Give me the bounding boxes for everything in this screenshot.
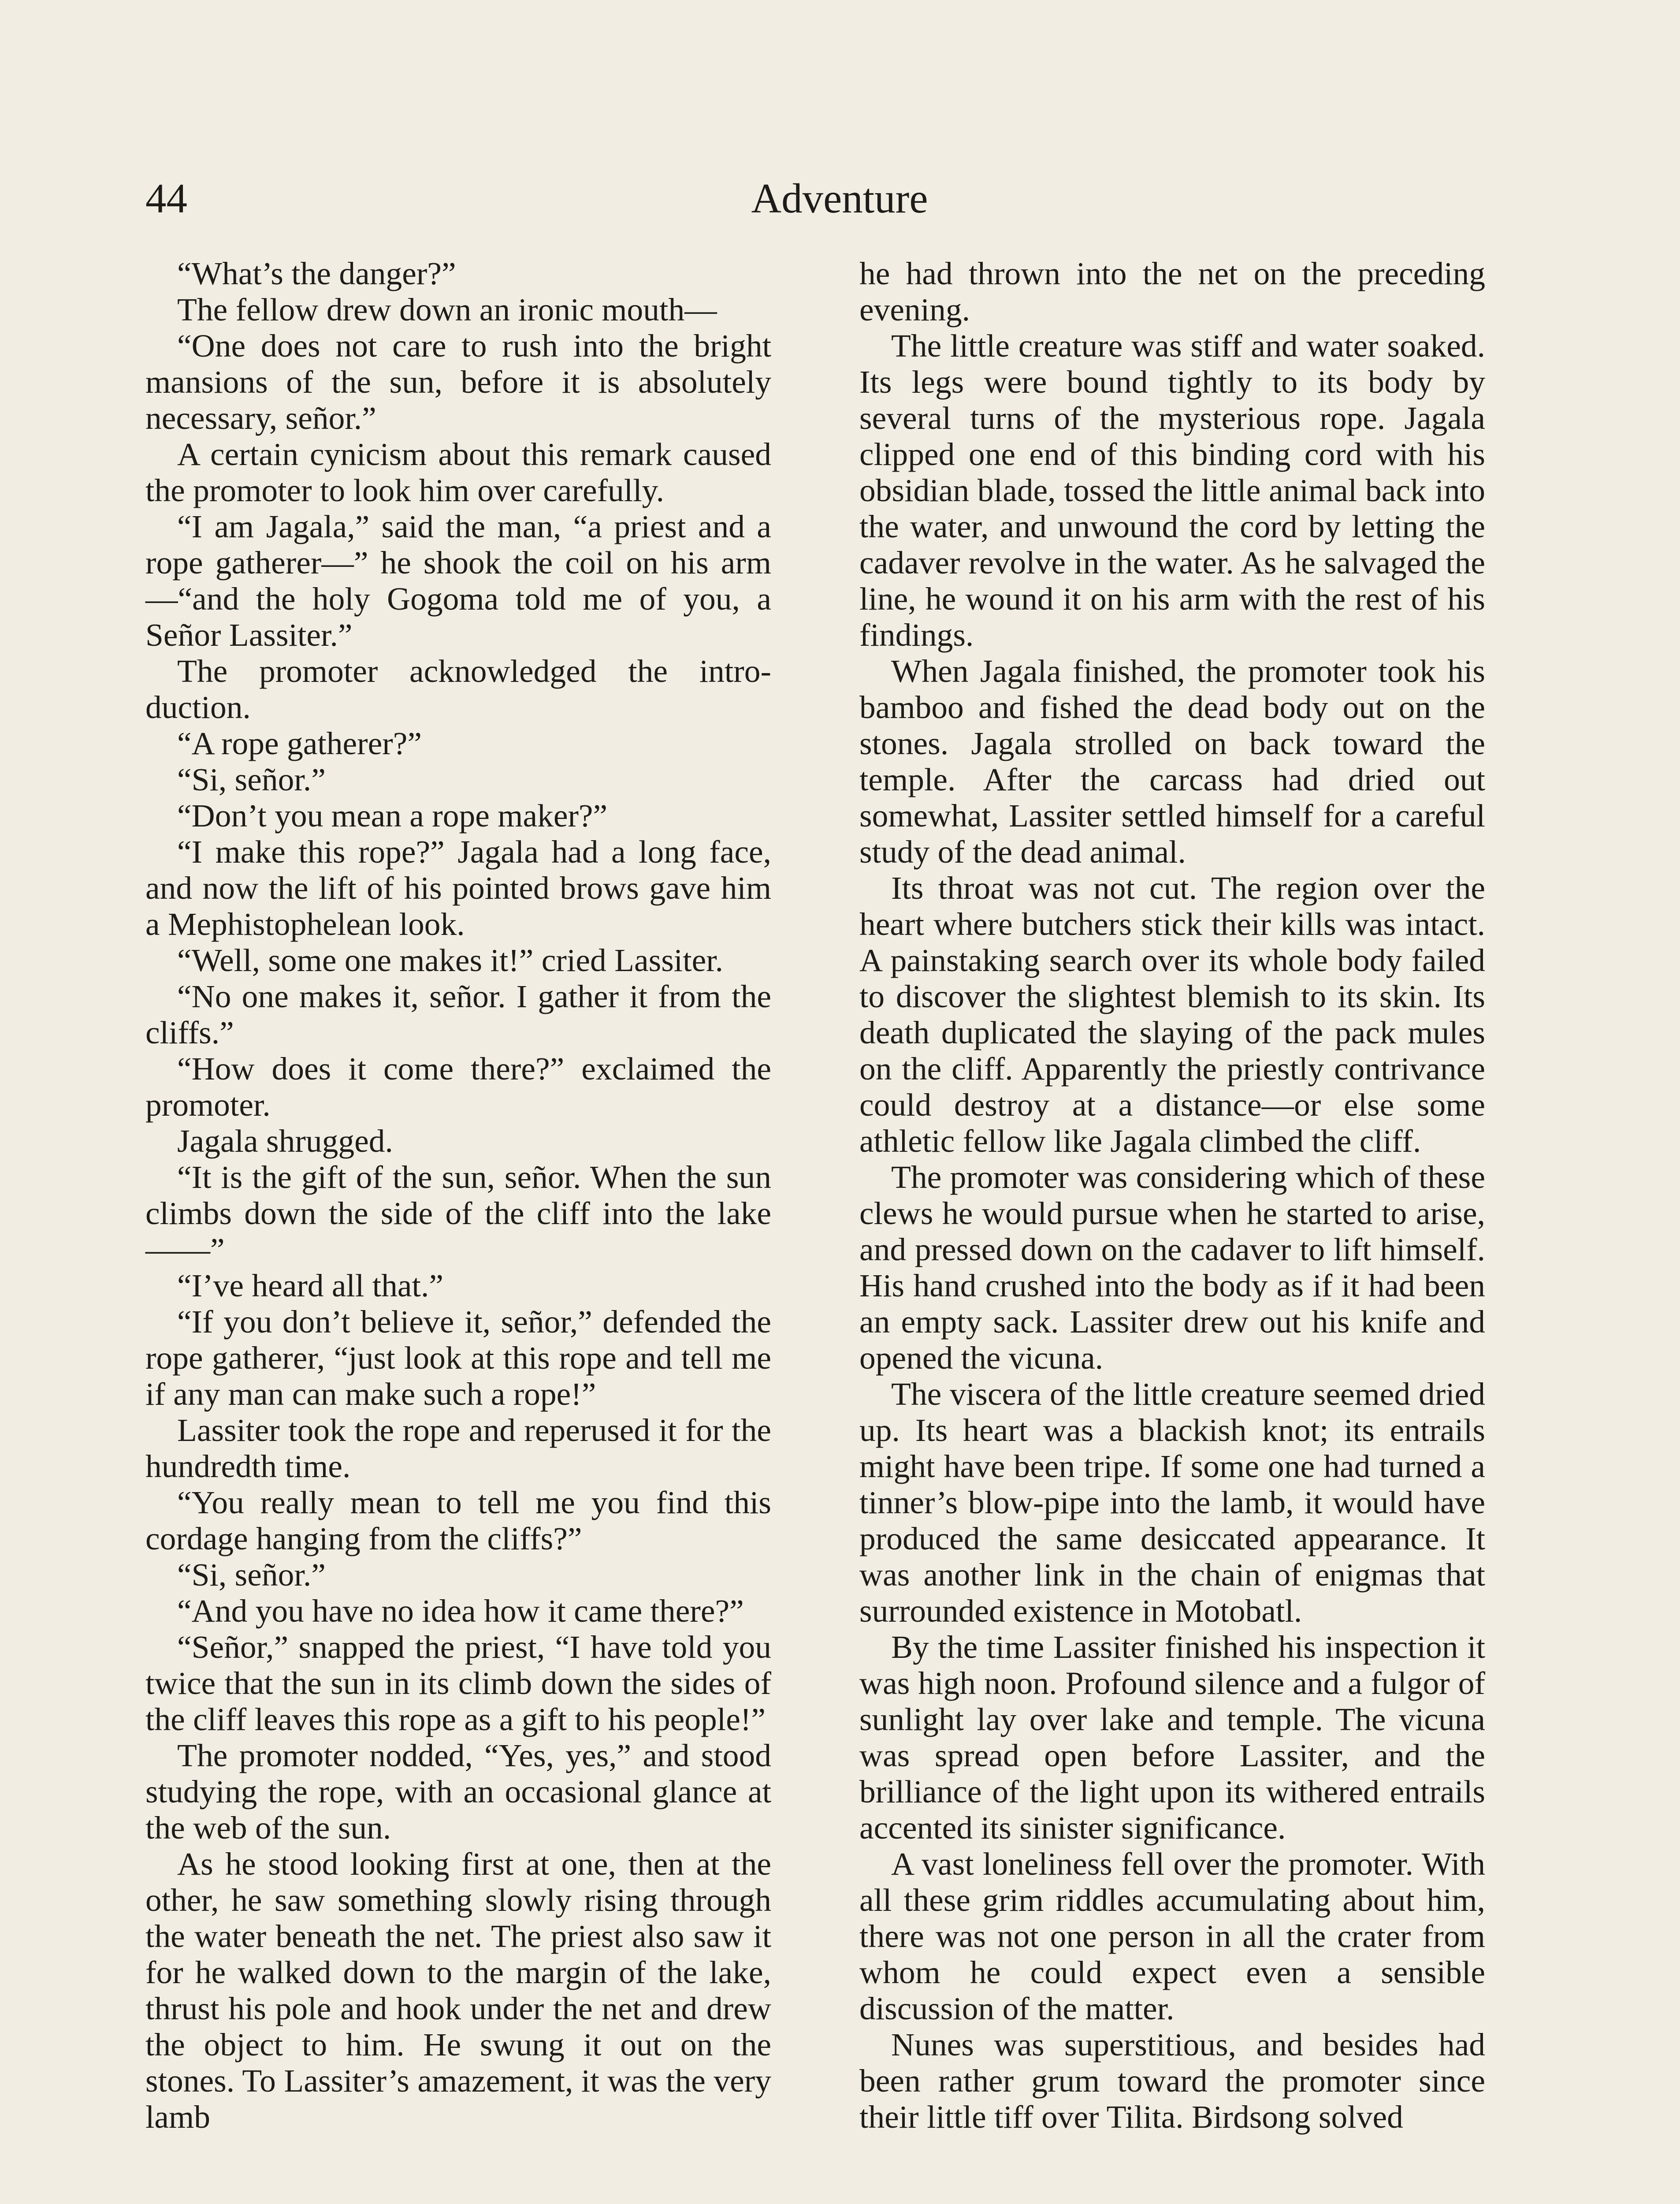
- paragraph: “Si, señor.”: [177, 1557, 326, 1593]
- paragraph: When Jagala finished, the promoter took his bamboo and fished the dead body out on the stones. Jagala strolled on back toward the temple. After the carcass had dried out somewhat, Lassiter settled himself for a careful study of the dead animal.: [859, 653, 1485, 870]
- running-title: Adventure: [751, 175, 928, 222]
- paragraph: “Don’t you mean a rope maker?”: [177, 798, 608, 834]
- paragraph: “No one makes it, señor. I gather it from the cliffs.”: [145, 979, 771, 1050]
- paragraph: “Si, señor.”: [177, 762, 326, 797]
- paragraph: The fellow drew down an ironic mouth—: [177, 292, 717, 328]
- paragraph: Its throat was not cut. The region over the heart where butchers stick their kills was intact. A painstaking search over its whole body failed to discover the slightest blemish to its skin. Its death duplicated the slaying of the pack mules on the cliff. Apparently the priestly contrivance could destroy at a distance—or else some athletic fellow like Jagala climbed the cliff.: [859, 870, 1485, 1159]
- paragraph: The little creature was stiff and water soaked. Its legs were bound tightly to its body by several turns of the mysterious rope. Jagala clipped one end of this binding cord with his obsidian blade, tossed the little animal back into the water, and unwound the cord by letting the cadaver revolve in the water. As he salvaged the line, he wound it on his arm with the rest of his findings.: [859, 328, 1485, 653]
- paragraph: By the time Lassiter finished his inspection it was high noon. Profound silence and a fulgor of sunlight lay over lake and temple. The vicuna was spread open before Lassiter, and the brilliance of the light upon its withered entrails accented its sinister significance.: [859, 1629, 1485, 1846]
- paragraph: A vast loneliness fell over the promoter. With all these grim riddles accumulating about him, there was not one person in all the crater from whom he could expect even a sensible discussion of the matter.: [859, 1846, 1485, 2026]
- paragraph: “I make this rope?” Jagala had a long face, and now the lift of his pointed brows gave him a Mephistophelean look.: [145, 834, 771, 942]
- paragraph: “You really mean to tell me you find this cordage hanging from the cliffs?”: [145, 1485, 771, 1556]
- paragraph: A certain cynicism about this remark caused the promoter to look him over carefully.: [145, 436, 771, 508]
- right-column: [859, 256, 1485, 2135]
- page-header: [145, 163, 1534, 234]
- paragraph: “It is the gift of the sun, señor. When the sun climbs down the side of the cliff into the lake——”: [145, 1159, 771, 1267]
- continued-paragraph: he had thrown into the net on the preceding evening.: [859, 256, 1485, 328]
- paragraph: “I’ve heard all that.”: [177, 1268, 443, 1303]
- paragraph: “If you don’t believe it, señor,” defended the rope gatherer, “just look at this rope and tell me if any man can make such a rope!”: [145, 1304, 771, 1412]
- paragraph: “I am Jagala,” said the man, “a priest and a rope gatherer—” he shook the coil on his arm—“and the holy Gogoma told me of you, a Señor Lassiter.”: [145, 509, 771, 653]
- paragraph: The viscera of the little creature seemed dried up. Its heart was a blackish knot; its entrails might have been tripe. If some one had turned a tinner’s blow-pipe into the lamb, it would have produced the same desiccated appearance. It was another link in the chain of enigmas that surrounded existence in Motobatl.: [859, 1376, 1485, 1629]
- paragraph: The promoter was considering which of these clews he would pursue when he started to arise, and pressed down on the cadaver to lift himself. His hand crushed into the body as if it had been an empty sack. Lassiter drew out his knife and opened the vicuna.: [859, 1159, 1485, 1376]
- paragraph: “And you have no idea how it came there?”: [177, 1593, 744, 1629]
- paragraph: The promoter acknowledged the introduction.: [145, 653, 771, 725]
- left-column: [145, 256, 771, 2135]
- paragraph: “Señor,” snapped the priest, “I have told you twice that the sun in its climb down the sides of the cliff leaves this rope as a gift to his people!”: [145, 1629, 771, 1737]
- paragraph: As he stood looking first at one, then at the other, he saw something slowly rising through the water beneath the net. The priest also saw it for he walked down to the margin of the lake, thrust his pole and hook under the net and drew the object to him. He swung it out on the stones. To Lassiter’s amazement, it was the very lamb: [145, 1846, 771, 2135]
- page-number: 44: [145, 175, 187, 222]
- paragraph: “One does not care to rush into the bright mansions of the sun, before it is absolutely necessary, señor.”: [145, 328, 771, 436]
- paragraph: “How does it come there?” exclaimed the promoter.: [145, 1051, 771, 1123]
- paragraph: “Well, some one makes it!” cried Lassiter.: [177, 942, 724, 978]
- paragraph: “What’s the danger?”: [177, 256, 456, 291]
- paragraph: “A rope gatherer?”: [177, 726, 422, 761]
- paragraph: Lassiter took the rope and reperused it for the hundredth time.: [145, 1412, 771, 1484]
- paragraph: The promoter nodded, “Yes, yes,” and stood studying the rope, with an occasional glance at the web of the sun.: [145, 1738, 771, 1846]
- paragraph: Jagala shrugged.: [177, 1123, 393, 1159]
- paragraph: Nunes was superstitious, and besides had been rather grum toward the promoter since their little tiff over Tilita. Birdsong solved: [859, 2027, 1485, 2135]
